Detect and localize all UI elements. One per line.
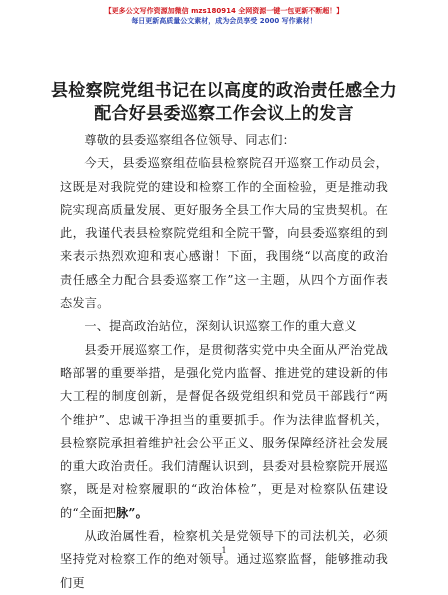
title-line-2: 配合好县委巡察工作会议上的发言 — [94, 104, 354, 124]
page-number: 1 — [221, 546, 227, 555]
paragraph-2-main: 县委开展巡察工作，是贯彻落实党中央全面从严治党战略部署的重要举措，是强化党内监督、推进党的建设新的伟大工程的制度创新，是督促各级党组织和党员干部践行“两个维护”、忠诚干净担当的重要抓手。作为法律监督机关，县检察院承担着维护社会公平正义、服务保障经济社会发展的重大政治责任。我们清醒认识到，县委对县检察院开展巡察，既是对检察履职的“政治体检”，更是对检察队伍建设的“全面把 — [60, 342, 388, 520]
paragraph-2 — [60, 339, 388, 525]
paragraph-2-bold: 脉 — [115, 505, 129, 520]
section-heading-1: 一、提高政治站位，深刻认识巡察工作的重大意义 — [84, 319, 357, 334]
paragraph-3: 从政治属性看，检察机关是党领导下的司法机关，必须坚持党对检察工作的绝对领导。通过巡察监督，能够推动我们更 — [60, 529, 388, 590]
promo-banner — [0, 6, 448, 26]
document-body — [60, 129, 388, 595]
paragraph-1: 今天，县委巡察组莅临县检察院召开巡察工作动员会，这既是对我院党的建设和检察工作的全面检验，更是推动我院实现高质量发展、更好服务全县工作大局的宝贵契机。在此，我谨代表县检察院党组和全院干警，向县委巡察组的到来表示热烈欢迎和衷心感谢！下面，我围绕“以高度的政治责任感全力配合县委巡察工作”这一主题，从四个方面作表态发言。 — [60, 156, 388, 311]
promo-banner-line1: 【更多公文写作资源加微信 mzs180914 全网资源一键一包更新不断超！】 — [104, 7, 344, 15]
greeting: 尊敬的县委巡察组各位领导、同志们： — [84, 133, 295, 147]
promo-banner-line2: 每日更新高质量公文素材，成为会员享受 2000 写作素材！ — [131, 17, 317, 25]
paragraph-2-end: ”。 — [128, 505, 148, 520]
document-title — [40, 80, 408, 126]
title-line-1: 县检察院党组书记在以高度的政治责任感全力 — [51, 81, 397, 101]
